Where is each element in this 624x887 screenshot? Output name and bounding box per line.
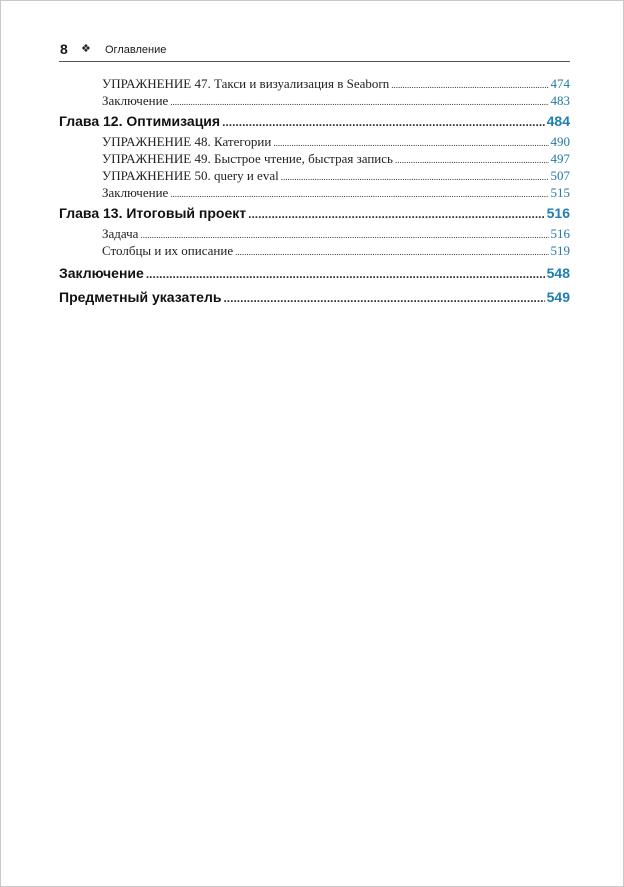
dot-leader <box>395 152 549 169</box>
toc-chapter-title: Глава 12. Оптимизация <box>59 113 221 129</box>
toc-chapter-title: Заключение <box>59 265 144 281</box>
table-of-contents <box>59 75 570 309</box>
toc-entry-page[interactable]: 497 <box>550 151 570 166</box>
toc-entry-title: УПРАЖНЕНИЕ 50. query и eval <box>102 168 279 183</box>
dot-leader <box>235 244 548 261</box>
toc-entry-title: Столбцы и их описание <box>102 243 234 258</box>
running-header <box>59 41 570 62</box>
toc-entry-exercise-49[interactable] <box>59 150 570 167</box>
toc-entry-columns[interactable] <box>59 242 570 259</box>
toc-chapter-page[interactable]: 484 <box>546 113 570 129</box>
toc-entry-page[interactable]: 507 <box>550 168 570 183</box>
toc-entry-conclusion-ch12[interactable] <box>59 184 570 201</box>
toc-entry-task[interactable] <box>59 225 570 242</box>
dot-leader <box>223 287 544 310</box>
dot-leader <box>391 77 548 94</box>
toc-entry-title: УПРАЖНЕНИЕ 48. Категории <box>102 134 272 149</box>
toc-entry-title: УПРАЖНЕНИЕ 47. Такси и визуализация в Seaborn <box>102 76 390 91</box>
toc-entry-page[interactable]: 483 <box>550 93 570 108</box>
dot-leader <box>170 94 548 111</box>
toc-entry-page[interactable]: 474 <box>550 76 570 91</box>
page-number: 8 <box>60 41 68 57</box>
toc-chapter-12[interactable] <box>59 110 570 133</box>
toc-entry-page[interactable]: 515 <box>550 185 570 200</box>
dot-leader <box>248 203 545 226</box>
toc-entry-exercise-50[interactable] <box>59 167 570 184</box>
toc-chapter-title: Предметный указатель <box>59 289 222 305</box>
toc-entry-title: УПРАЖНЕНИЕ 49. Быстрое чтение, быстрая запись <box>102 151 393 166</box>
toc-entry-exercise-47[interactable] <box>59 75 570 92</box>
dot-leader <box>222 111 545 134</box>
toc-entry-title: Заключение <box>102 185 169 200</box>
dot-leader <box>146 263 545 286</box>
toc-chapter-page[interactable]: 548 <box>546 265 570 281</box>
toc-chapter-title: Глава 13. Итоговый проект <box>59 205 247 221</box>
toc-chapter-index[interactable] <box>59 286 570 309</box>
toc-entry-page[interactable]: 519 <box>550 243 570 258</box>
toc-entry-conclusion-ch11[interactable] <box>59 92 570 109</box>
toc-entry-exercise-48[interactable] <box>59 133 570 150</box>
toc-entry-page[interactable]: 516 <box>550 226 570 241</box>
toc-chapter-page[interactable]: 549 <box>546 289 570 305</box>
toc-chapter-conclusion[interactable] <box>59 262 570 285</box>
toc-entry-title: Задача <box>102 226 139 241</box>
toc-entry-page[interactable]: 490 <box>550 134 570 149</box>
toc-chapter-13[interactable] <box>59 202 570 225</box>
toc-entry-title: Заключение <box>102 93 169 108</box>
dot-leader <box>170 186 548 203</box>
toc-chapter-page[interactable]: 516 <box>546 205 570 221</box>
running-title: Оглавление <box>105 44 167 56</box>
dot-leader <box>281 169 549 186</box>
ornament-icon: ❖ <box>81 43 91 55</box>
